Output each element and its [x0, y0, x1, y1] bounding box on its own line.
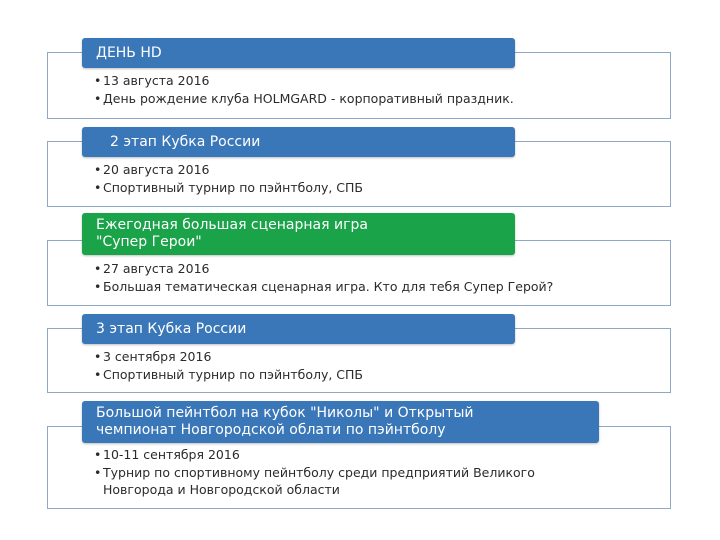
event-items	[94, 446, 594, 499]
event-title-bar	[82, 38, 515, 68]
event-title-bar	[82, 401, 599, 443]
event-date: • 13 августа 2016	[94, 72, 514, 90]
event-title: 3 этап Кубка России	[96, 321, 247, 337]
event-date: • 10-11 сентября 2016	[94, 446, 594, 464]
event-title: 2 этап Кубка России	[110, 134, 261, 150]
event-description: • Спортивный турнир по пэйнтболу, СПБ	[94, 179, 363, 197]
event-items	[94, 260, 553, 295]
event-description: • Большая тематическая сценарная игра. Кто для тебя Супер Герой?	[94, 278, 553, 296]
event-description: • Турнир по спортивному пейнтболу среди предприятий Великого Новгорода и Новгородской области	[94, 464, 594, 499]
event-title: ДЕНЬ HD	[96, 45, 162, 61]
event-date: • 20 августа 2016	[94, 161, 363, 179]
event-title: Ежегодная большая сценарная игра "Супер Герои"	[96, 217, 368, 250]
event-items	[94, 348, 363, 383]
event-title-bar	[82, 213, 515, 255]
event-date: • 3 сентября 2016	[94, 348, 363, 366]
event-title: Большой пейнтбол на кубок "Николы" и Открытый чемпионат Новгородской облати по пэйнтболу	[96, 405, 474, 438]
event-description: • Спортивный турнир по пэйнтболу, СПБ	[94, 366, 363, 384]
event-description: • День рождение клуба HOLMGARD - корпоративный праздник.	[94, 90, 514, 108]
event-title-bar	[82, 314, 515, 344]
event-items	[94, 161, 363, 196]
event-title-bar	[82, 127, 515, 157]
event-items	[94, 72, 514, 107]
event-date: • 27 августа 2016	[94, 260, 553, 278]
